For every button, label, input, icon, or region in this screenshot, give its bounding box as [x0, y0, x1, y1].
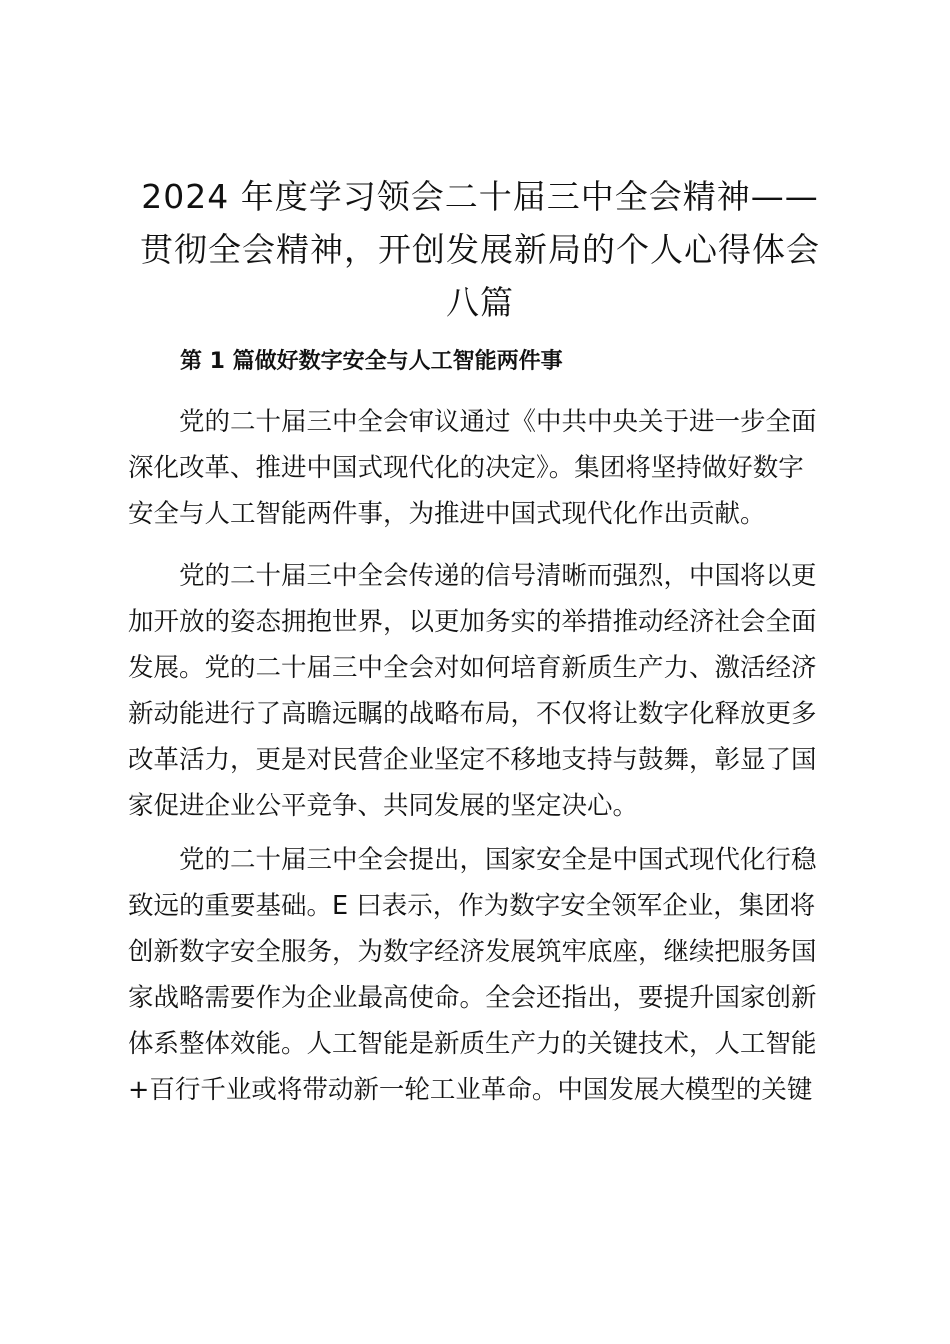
paragraph-line: 发展。党的二十届三中全会对如何培育新质生产力、激活经济 [128, 653, 817, 683]
paragraph-line: 加开放的姿态拥抱世界，以更加务实的举措推动经济社会全面 [128, 607, 817, 637]
paragraph-line: 体系整体效能。人工智能是新质生产力的关键技术，人工智能 [128, 1029, 817, 1059]
paragraph-line: 党的二十届三中全会审议通过《中共中央关于进一步全面 [179, 407, 817, 437]
paragraph-line: 党的二十届三中全会提出，国家安全是中国式现代化行稳 [179, 845, 817, 875]
paragraph-line: 家促进企业公平竞争、共同发展的坚定决心。 [128, 791, 639, 821]
paragraph-line: 致远的重要基础。E 曰表示，作为数字安全领军企业，集团将 [128, 891, 816, 921]
title-line: 贯彻全会精神，开创发展新局的个人心得体会 [140, 230, 820, 269]
paragraph-line: 创新数字安全服务，为数字经济发展筑牢底座，继续把服务国 [128, 937, 817, 967]
paragraph-line: 改革活力，更是对民营企业坚定不移地支持与鼓舞，彰显了国 [128, 745, 817, 775]
paragraph-line: 党的二十届三中全会传递的信号清晰而强烈，中国将以更 [179, 561, 817, 591]
document-title [120, 170, 840, 329]
title-line: 2024 年度学习领会二十届三中全会精神—— [141, 177, 819, 216]
paragraph-line: 深化改革、推进中国式现代化的决定》。集团将坚持做好数字 [128, 453, 804, 483]
paragraph-line: 新动能进行了高瞻远瞩的战略布局，不仅将让数字化释放更多 [128, 699, 817, 729]
paragraph-line: +百行千业或将带动新一轮工业革命。中国发展大模型的关键 [128, 1075, 813, 1105]
body-paragraph [128, 399, 838, 537]
paragraph-line: 家战略需要作为企业最高使命。全会还指出，要提升国家创新 [128, 983, 817, 1013]
body-paragraph [128, 837, 838, 1113]
section-heading: 第 1 篇做好数字安全与人工智能两件事 [180, 349, 563, 374]
body-paragraph [128, 553, 838, 829]
title-line: 八篇 [446, 283, 514, 322]
paragraph-line: 安全与人工智能两件事，为推进中国式现代化作出贡献。 [128, 499, 766, 529]
